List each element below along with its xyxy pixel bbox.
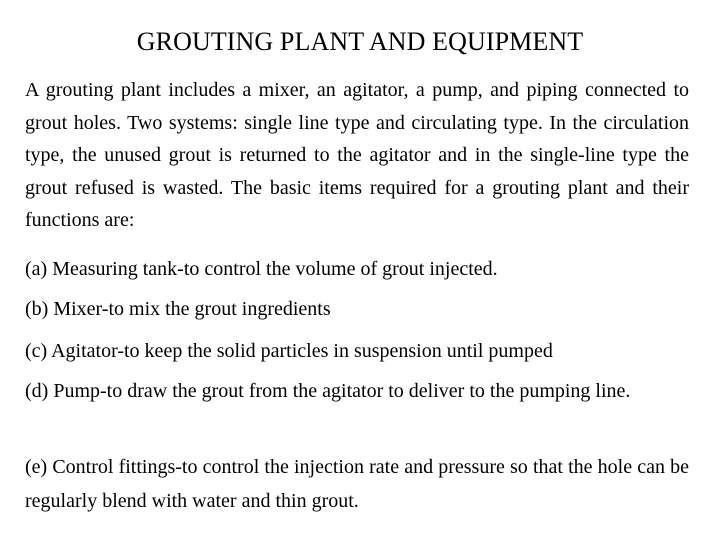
list-item-control-fittings: (e) Control fittings-to control the injection rate and pressure so that the hole can be regularly blend with water and thin grout. [25, 456, 689, 512]
list-item-pump: (d) Pump-to draw the grout from the agitator to deliver to the pumping line. [25, 380, 631, 402]
intro-paragraph: A grouting plant includes a mixer, an agitator, a pump, and piping connected to grout holes. Two systems: single line type and circulating type. In the circulation type, the unused grout is returned to the agitator and in the single-line type the grout refused is wasted. The basic items required for a grouting plant and their functions are: [25, 79, 689, 231]
list-item-agitator: (c) Agitator-to keep the solid particles in suspension until pumped [25, 340, 553, 362]
list-item-measuring-tank: (a) Measuring tank-to control the volume of grout injected. [25, 258, 498, 280]
list-item-mixer: (b) Mixer-to mix the grout ingredients [25, 298, 331, 320]
slide-title: GROUTING PLANT AND EQUIPMENT [136, 27, 584, 56]
